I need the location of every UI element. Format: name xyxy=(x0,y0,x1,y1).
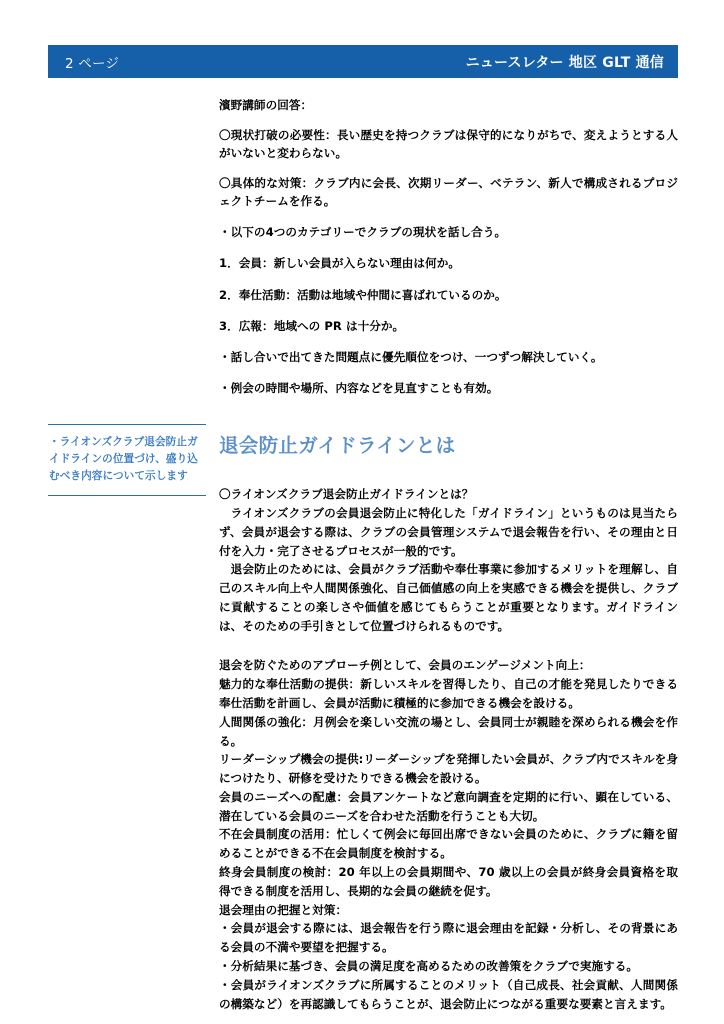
main-content-column xyxy=(219,96,678,1013)
numbered-item-1: 1．会員：新しい会員が入らない理由は何か。 xyxy=(219,256,460,271)
reasons-heading: 退会理由の把握と対策： xyxy=(219,902,348,917)
guideline-paragraph-1: ライオンズクラブの会員退会防止に特化した「ガイドライン」というものは見当たらず、会員が退会する際は、クラブの会員管理システムで退会報告を行い、その理由と日付を入力・完了させるプロセスが一般的です。 xyxy=(219,505,678,558)
reasons-item-3: ・会員がライオンズクラブに所属することのメリット（自己成長、社会貢献、人間関係の構築など）を再認識してもらうことが、退会防止につながる重要な要素と言えます。 xyxy=(219,977,678,1011)
page-number-label: 2 ページ xyxy=(65,55,120,72)
guideline-question: 〇ライオンズクラブ退会防止ガイドラインとは？ xyxy=(219,487,474,502)
sidebar-rule-bottom xyxy=(48,495,206,496)
answer-point-1: 〇現状打破の必要性：長い歴史を持つクラブは保守的になりがちで、変えようとする人がいないと変わらない。 xyxy=(219,128,678,161)
category-lead-bullet: ・以下の4つのカテゴリーでクラブの現状を話し合う。 xyxy=(219,225,507,240)
guideline-paragraph-2: 退会防止のためには、会員がクラブ活動や奉仕事業に参加するメリットを理解し、自己のスキル向上や人間関係強化、自己価値感の向上を実感できる機会を提供し、クラブに貢献することの楽しさや価値を感じてもらうことが重要となります。ガイドラインは、そのための手引きとして位置づけられるものです。 xyxy=(219,562,678,633)
sidebar-callout-text: ・ライオンズクラブ退会防止ガイドラインの位置づけ、盛り込むべき内容について示します xyxy=(49,436,198,483)
page-header-bar xyxy=(48,45,678,78)
approach-item-2: 人間関係の強化：月例会を楽しい交流の場とし、会員同士が親睦を深められる機会を作る。 xyxy=(219,714,678,748)
section-heading-guidelines: 退会防止ガイドラインとは xyxy=(219,433,456,457)
closing-bullet-1: ・話し合いで出てきた問題点に優先順位をつけ、一つずつ解決していく。 xyxy=(219,349,603,364)
approach-item-3: リーダーシップ機会の提供:リーダーシップを発揮したい会員が、クラブ内でスキルを身につけたり、研修を受けたりできる機会を設ける。 xyxy=(219,752,678,786)
approach-item-6: 終身会員制度の検討：20 年以上の会員期間や、70 歳以上の会員が終身会員資格を取得できる制度を活用し、長期的な会員の継続を促す。 xyxy=(219,865,678,898)
numbered-item-2: 2．奉仕活動：活動は地域や仲間に喜ばれているのか。 xyxy=(219,287,507,302)
instructor-answer-label: 濱野講師の回答： xyxy=(219,98,313,112)
approach-item-5: 不在会員制度の活用：忙しくて例会に毎回出席できない会員のために、クラブに籍を留めることができる不在会員制度を検討する。 xyxy=(219,827,678,861)
approach-item-1: 魅力的な奉仕活動の提供：新しいスキルを習得したり、自己の才能を発見したりできる奉仕活動を計画し、会員が活動に積極的に参加できる機会を設ける。 xyxy=(219,677,678,711)
numbered-item-3: 3．広報：地域への PR は十分か。 xyxy=(219,318,405,333)
newsletter-title: ニュースレター 地区 GLT 通信 xyxy=(465,54,664,71)
reasons-item-1: ・会員が退会する際には、退会報告を行う際に退会理由を記録・分析し、その背景にある会員の不満や要望を把握する。 xyxy=(219,921,678,955)
approach-item-4: 会員のニーズへの配慮：会員アンケートなど意向調査を定期的に行い、顕在している、潜在している会員のニーズを合わせた活動を行うことも大切。 xyxy=(219,789,678,823)
closing-bullet-2: ・例会の時間や場所、内容などを見直すことも有効。 xyxy=(219,380,499,395)
sidebar-callout xyxy=(48,424,206,496)
approach-heading: 退会を防ぐためのアプローチ例として、会員のエンゲージメント向上： xyxy=(219,658,591,673)
reasons-item-2: ・分析結果に基づき、会員の満足度を高めるための改善策をクラブで実施する。 xyxy=(219,958,639,973)
answer-point-2: 〇具体的な対策：クラブ内に会長、次期リーダー、ベテラン、新人で構成されるプロジェクトチームを作る。 xyxy=(219,176,678,209)
